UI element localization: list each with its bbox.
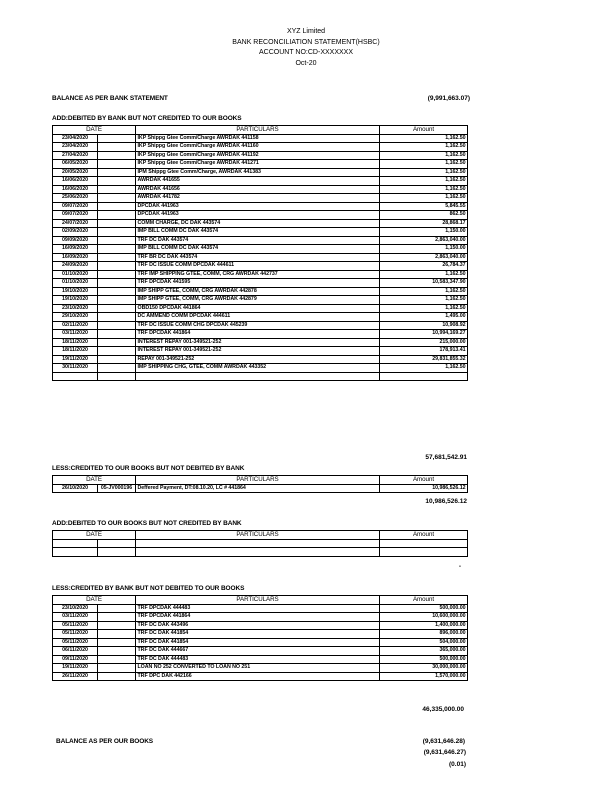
row-amount: 1,570,000.00 (380, 672, 468, 681)
row-particulars: IMP BILL COMM DC DAK 443574 (136, 245, 380, 254)
row-date: 06/05/2020 (53, 160, 98, 169)
row-date: 19/11/2020 (53, 355, 98, 364)
row-particulars: Deffered Payment, DT:08.10.20, LC # 441864 (136, 484, 380, 493)
row-date: 16/09/2020 (53, 253, 98, 262)
row-ref (98, 151, 136, 160)
row-ref (98, 185, 136, 194)
row-particulars: TRF DPCDAK 441864 (136, 330, 380, 339)
row-ref (98, 194, 136, 203)
row-date: 09/09/2020 (53, 236, 98, 245)
row-date: 16/09/2020 (53, 245, 98, 254)
report-title: BANK RECONCILIATION STATEMENT(HSBC) (232, 38, 380, 46)
column-header-particulars: PARTICULARS (136, 126, 380, 135)
row-date: 02/11/2020 (53, 321, 98, 330)
table-row (53, 219, 468, 228)
row-amount: 10,986,526.12 (380, 484, 468, 493)
row-amount: 215,000.00 (380, 338, 468, 347)
row-ref (98, 321, 136, 330)
row-date: 03/11/2020 (53, 330, 98, 339)
row-ref (98, 672, 136, 681)
row-ref (98, 202, 136, 211)
row-amount: 1,400,000.00 (380, 621, 468, 630)
table-row (53, 245, 468, 254)
row-amount: 1,162.50 (380, 304, 468, 313)
row-amount: 1,162.50 (380, 134, 468, 143)
row-ref (98, 372, 136, 381)
row-amount: 1,150.00 (380, 245, 468, 254)
row-amount: 1,162.50 (380, 160, 468, 169)
column-header-date: DATE (53, 596, 136, 605)
row-date: 20/05/2020 (53, 168, 98, 177)
row-ref (98, 613, 136, 622)
row-ref (98, 287, 136, 296)
row-date: 19/10/2020 (53, 296, 98, 305)
row-ref (98, 143, 136, 152)
table-row (53, 202, 468, 211)
row-ref (98, 647, 136, 656)
table-row (53, 168, 468, 177)
row-ref (98, 313, 136, 322)
column-header-particulars: PARTICULARS (136, 476, 380, 485)
table-row (53, 647, 468, 656)
row-ref (98, 638, 136, 647)
table-row (53, 304, 468, 313)
row-amount: 10,600,000.00 (380, 613, 468, 622)
table-row (53, 279, 468, 288)
column-header-date: DATE (53, 476, 136, 485)
books-balance-value: (9,631,646.28) (422, 738, 465, 745)
table-row (53, 621, 468, 630)
row-amount: 500,000.00 (380, 655, 468, 664)
row-ref (98, 364, 136, 373)
row-date: 06/11/2020 (53, 647, 98, 656)
column-header-particulars: PARTICULARS (136, 596, 380, 605)
row-ref (98, 134, 136, 143)
table-row (53, 296, 468, 305)
row-particulars: TRF DC DAK 443574 (136, 236, 380, 245)
row-date: 16/06/2020 (53, 185, 98, 194)
column-header-date: DATE (53, 531, 136, 540)
row-date: 09/11/2020 (53, 655, 98, 664)
table-row (53, 211, 468, 220)
row-particulars: TRF DC DAK 443496 (136, 621, 380, 630)
row-amount (380, 539, 468, 548)
row-amount: 365,000.00 (380, 647, 468, 656)
row-date: 09/07/2020 (53, 211, 98, 220)
row-amount: 896,000.00 (380, 630, 468, 639)
row-ref (98, 655, 136, 664)
row-ref (98, 160, 136, 169)
section-2-total: 10,986,526.12 (425, 498, 467, 505)
table-row (53, 262, 468, 271)
row-amount: 1,162.50 (380, 185, 468, 194)
table-row (53, 330, 468, 339)
row-date: 05/11/2020 (53, 638, 98, 647)
row-particulars: AWRDAK 441656 (136, 185, 380, 194)
table-row (53, 604, 468, 613)
column-header-amount: Amount (380, 531, 468, 540)
row-amount: 1,162.50 (380, 194, 468, 203)
column-header-amount: Amount (380, 126, 468, 135)
row-particulars: TRF DC DAK 444483 (136, 655, 380, 664)
section-3-table (52, 530, 468, 557)
row-particulars: IMP SHIPP GTEE, COMM, CRG AWRDAK 442878 (136, 287, 380, 296)
row-particulars: TRF DC DAK 444667 (136, 647, 380, 656)
table-row (53, 372, 468, 381)
row-date: 23/10/2020 (53, 304, 98, 313)
row-ref (98, 236, 136, 245)
section-1-table (52, 125, 468, 381)
row-ref (98, 219, 136, 228)
row-ref (98, 304, 136, 313)
table-row (53, 177, 468, 186)
table-header-row (53, 476, 468, 485)
section-4-title: LESS:CREDITED BY BANK BUT NOT DEBITED TO OUR BOOKS (52, 585, 245, 592)
section-2-title: LESS:CREDITED TO OUR BOOKS BUT NOT DEBITED BY BANK (52, 465, 245, 472)
section-1-total: 57,681,542.91 (425, 454, 467, 461)
row-amount: 178,913.41 (380, 347, 468, 356)
row-ref (98, 330, 136, 339)
section-1-title: ADD:DEBITED BY BANK BUT NOT CREDITED TO OUR BOOKS (52, 115, 242, 122)
table-header-row (53, 126, 468, 135)
section-3-title: ADD:DEBITED TO OUR BOOKS BUT NOT CREDITED BY BANK (52, 520, 242, 527)
bank-balance-label: BALANCE AS PER BANK STATEMENT (52, 95, 168, 102)
row-date: 23/10/2020 (53, 604, 98, 613)
section-2-table (52, 475, 468, 493)
row-date: 30/11/2020 (53, 364, 98, 373)
row-amount: 1,162.50 (380, 287, 468, 296)
row-particulars: DPCDAK 441963 (136, 202, 380, 211)
row-particulars: IKP Shippg Gtee Comm/Charge AWRDAK 441160 (136, 143, 380, 152)
row-amount (380, 548, 468, 557)
table-header-row (53, 596, 468, 605)
row-ref (98, 270, 136, 279)
row-particulars: DPCDAK 441963 (136, 211, 380, 220)
account-number: ACCOUNT NO:CD-XXXXXXX (259, 49, 353, 56)
row-date: 26/11/2020 (53, 672, 98, 681)
row-amount: 500,000.00 (380, 604, 468, 613)
column-header-amount: Amount (380, 596, 468, 605)
row-particulars: OBD150 DPCDAK 441864 (136, 304, 380, 313)
row-date: 18/11/2020 (53, 338, 98, 347)
books-balance-computed: (9,631,646.27) (423, 749, 466, 756)
row-amount: 29,831,855.32 (380, 355, 468, 364)
row-date: 24/07/2020 (53, 219, 98, 228)
table-row (53, 672, 468, 681)
column-header-date: DATE (53, 126, 136, 135)
row-particulars: TRF DPCDAK 444483 (136, 604, 380, 613)
row-particulars: AWRDAK 441655 (136, 177, 380, 186)
table-row (53, 313, 468, 322)
row-date (53, 539, 98, 548)
row-particulars: TRF DC ISSUE COMM DPCDAK 444611 (136, 262, 380, 271)
row-date: 27/04/2020 (53, 151, 98, 160)
row-ref (98, 604, 136, 613)
row-amount: 30,000,000.00 (380, 664, 468, 673)
row-particulars: TRF DPC DAK 442166 (136, 672, 380, 681)
row-ref (98, 228, 136, 237)
row-amount: 26,784.37 (380, 262, 468, 271)
row-amount: 1,162.50 (380, 168, 468, 177)
row-ref (98, 355, 136, 364)
table-row (53, 287, 468, 296)
row-ref (98, 253, 136, 262)
row-date: 25/06/2020 (53, 194, 98, 203)
row-amount: 1,495.00 (380, 313, 468, 322)
row-particulars: REPAY 001-349521-252 (136, 355, 380, 364)
row-ref (98, 211, 136, 220)
table-row (53, 355, 468, 364)
row-date: 05/11/2020 (53, 621, 98, 630)
row-date: 01/10/2020 (53, 279, 98, 288)
books-balance-difference: (0.01) (449, 761, 466, 768)
row-particulars: IKP Shippg Gtee Comm/Charge AWRDAK 441158 (136, 134, 380, 143)
table-header-row (53, 531, 468, 540)
table-row (53, 347, 468, 356)
row-amount: 10,908.92 (380, 321, 468, 330)
row-date: 16/06/2020 (53, 177, 98, 186)
row-ref (98, 338, 136, 347)
row-amount: 28,868.17 (380, 219, 468, 228)
row-particulars: TRF BR DC DAK 443574 (136, 253, 380, 262)
table-row (53, 194, 468, 203)
row-particulars: IMP SHIPPING CHG, GTEE, COMM AWRDAK 443352 (136, 364, 380, 373)
row-particulars: LOAN NO 252 CONVERTED TO LOAN NO 251 (136, 664, 380, 673)
table-row (53, 539, 468, 548)
row-amount (380, 372, 468, 381)
row-ref (98, 548, 136, 557)
row-particulars: TRF IMP SHIPPING GTEE, COMM, CRG AWRDAK 442737 (136, 270, 380, 279)
row-ref (98, 262, 136, 271)
row-date: 29/10/2020 (53, 313, 98, 322)
row-particulars (136, 548, 380, 557)
row-amount: 1,162.50 (380, 296, 468, 305)
row-date: 19/10/2020 (53, 287, 98, 296)
row-particulars: TRF DC DAK 441854 (136, 638, 380, 647)
row-date: 03/11/2020 (53, 613, 98, 622)
row-date: 23/04/2020 (53, 143, 98, 152)
row-particulars: TRF DPCDAK 441864 (136, 613, 380, 622)
row-particulars: TRF DPCDAK 441595 (136, 279, 380, 288)
row-ref (98, 664, 136, 673)
row-amount: 2,863,040.00 (380, 236, 468, 245)
row-ref (98, 168, 136, 177)
table-row (53, 228, 468, 237)
table-row (53, 143, 468, 152)
report-period: Oct-20 (295, 59, 317, 67)
row-ref: 05-JV000196 (98, 484, 136, 493)
row-ref (98, 539, 136, 548)
row-date (53, 372, 98, 381)
report-header (0, 27, 612, 69)
row-ref (98, 630, 136, 639)
table-row (53, 613, 468, 622)
row-particulars: COMM CHARGE, DC DAK 443574 (136, 219, 380, 228)
row-amount: 1,162.50 (380, 270, 468, 279)
row-date: 01/10/2020 (53, 270, 98, 279)
table-row (53, 548, 468, 557)
table-row (53, 364, 468, 373)
table-row (53, 160, 468, 169)
row-particulars (136, 372, 380, 381)
row-particulars: INTEREST REPAY 001-349521-252 (136, 338, 380, 347)
row-particulars: DC AMMEND COMM DPCDAK 444611 (136, 313, 380, 322)
row-date: 26/10/2020 (53, 484, 98, 493)
row-amount: 1,162.50 (380, 364, 468, 373)
table-row (53, 236, 468, 245)
row-amount: 1,162.50 (380, 177, 468, 186)
row-amount: 10,583,347.90 (380, 279, 468, 288)
row-particulars: IMP BILL COMM DC DAK 443574 (136, 228, 380, 237)
table-row (53, 664, 468, 673)
section-3-total: - (458, 563, 461, 570)
row-ref (98, 621, 136, 630)
column-header-amount: Amount (380, 476, 468, 485)
row-ref (98, 245, 136, 254)
table-row (53, 655, 468, 664)
column-header-particulars: PARTICULARS (136, 531, 380, 540)
row-particulars: IMP SHIPP GTEE, COMM, CRG AWRDAK 442879 (136, 296, 380, 305)
table-row (53, 270, 468, 279)
row-ref (98, 177, 136, 186)
row-particulars: IPM Shippg Gtee Comm/Charge, AWRDAK 441383 (136, 168, 380, 177)
row-ref (98, 279, 136, 288)
row-date (53, 548, 98, 557)
row-date: 05/11/2020 (53, 630, 98, 639)
row-date: 19/11/2020 (53, 664, 98, 673)
row-amount: 5,845.55 (380, 202, 468, 211)
section-4-table (52, 595, 468, 681)
row-date: 24/09/2020 (53, 262, 98, 271)
books-balance-label: BALANCE AS PER OUR BOOKS (56, 738, 154, 745)
company-name: XYZ Limited (286, 28, 326, 35)
row-amount: 1,162.50 (380, 151, 468, 160)
row-particulars: TRF DC ISSUE COMM CHG DPCDAK 445239 (136, 321, 380, 330)
row-date: 02/09/2020 (53, 228, 98, 237)
table-row (53, 151, 468, 160)
row-particulars (136, 539, 380, 548)
row-ref (98, 296, 136, 305)
row-date: 23/04/2020 (53, 134, 98, 143)
row-particulars: TRF DC DAK 441854 (136, 630, 380, 639)
row-particulars: IKP Shippg Gtee Comm/Charge AWRDAK 441271 (136, 160, 380, 169)
row-particulars: INTEREST REPAY 001-349521-252 (136, 347, 380, 356)
row-date: 18/11/2020 (53, 347, 98, 356)
table-row (53, 321, 468, 330)
table-row (53, 134, 468, 143)
table-row (53, 338, 468, 347)
row-particulars: IKP Shippg Gtee Comm/Charge AWRDAK 441192 (136, 151, 380, 160)
section-4-total: 46,335,000.00 (422, 706, 464, 713)
row-amount: 504,000.00 (380, 638, 468, 647)
table-row (53, 630, 468, 639)
table-row (53, 484, 468, 493)
table-row (53, 185, 468, 194)
row-amount: 862.50 (380, 211, 468, 220)
row-amount: 1,150.00 (380, 228, 468, 237)
bank-balance-value: (9,991,663.07) (427, 95, 470, 102)
row-ref (98, 347, 136, 356)
table-row (53, 253, 468, 262)
row-particulars: AWRDAK 441782 (136, 194, 380, 203)
table-row (53, 638, 468, 647)
row-date: 09/07/2020 (53, 202, 98, 211)
row-amount: 1,162.50 (380, 143, 468, 152)
row-amount: 2,863,040.00 (380, 253, 468, 262)
row-amount: 10,994,169.27 (380, 330, 468, 339)
